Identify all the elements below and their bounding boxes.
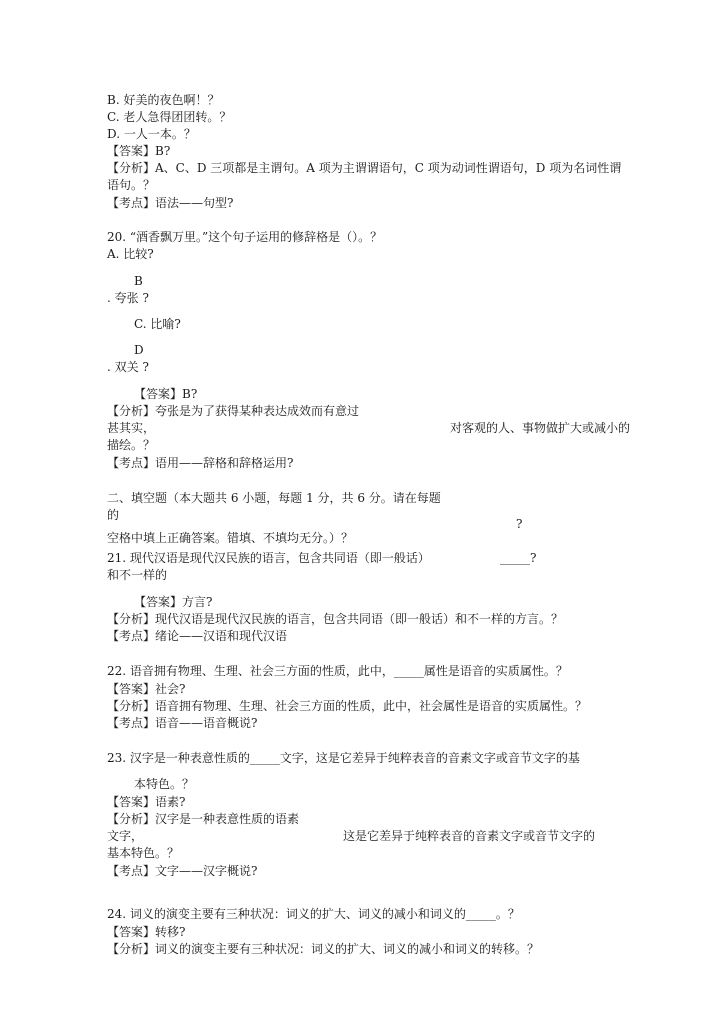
q20-analysis-line-3: 描绘。？	[107, 438, 156, 452]
q19-option-b: B. 好美的夜色啊！？	[107, 93, 220, 107]
q19-analysis-line-2: 语句。？	[107, 178, 156, 192]
q23-analysis-line-2b: 这是它差异于纯粹表音的音素文字或音节文字的	[343, 829, 596, 843]
q20-analysis-line-1: 【分析】夸张是为了获得某种表达成效而有意过	[107, 404, 360, 418]
q23-question-line-2: 本特色。？	[134, 777, 195, 791]
q23-question-line-1: 23. 汉字是一种表意性质的_____文字，这是它差异于纯粹表音的音素文字或音节文字的基	[107, 751, 580, 765]
section-2-heading-line-2b: ?	[516, 517, 523, 531]
q23-point: 【考点】文字——汉字概说?	[107, 864, 258, 878]
section-2-heading-line-3: 空格中填上正确答案。错填、不填均无分。）？	[107, 531, 354, 545]
q24-question: 24. 词义的演变主要有三种状况：词义的扩大、词义的减小和词义的_____。？	[107, 907, 520, 921]
q21-point: 【考点】绪论——汉语和现代汉语	[107, 629, 288, 643]
q19-analysis-line-1: 【分析】A、C、D 三项都是主谓句。A 项为主谓谓语句，C 项为动词性谓语句，D 项为名词性谓	[107, 161, 622, 175]
q22-analysis: 【分析】语音拥有物理、生理、社会三方面的性质，此中，社会属性是语音的实质属性。？	[107, 699, 588, 713]
q20-analysis-line-2a: 甚其实，	[107, 421, 156, 435]
q23-analysis-line-1: 【分析】汉字是一种表意性质的语素	[107, 812, 300, 826]
q22-question: 22. 语音拥有物理、生理、社会三方面的性质，此中，_____属性是语音的实质属性。？	[107, 664, 568, 678]
section-2-heading-line-2a: 的	[107, 508, 120, 522]
q20-analysis-line-2b: 对客观的人、事物做扩大或减小的	[450, 421, 631, 435]
q20-answer: 【答案】B?	[134, 387, 198, 401]
q21-answer: 【答案】方言?	[134, 595, 213, 609]
q23-answer: 【答案】语素?	[107, 795, 186, 809]
q23-analysis-line-3: 基本特色。？	[107, 846, 180, 860]
q24-analysis: 【分析】词义的演变主要有三种状况：词义的扩大、词义的减小和词义的转移。？	[107, 942, 540, 956]
q24-answer: 【答案】转移?	[107, 925, 186, 939]
q21-question-part-a: 21. 现代汉语是现代汉民族的语言，包含共同语（即一般话）	[107, 551, 430, 565]
q19-point: 【考点】语法——句型?	[107, 196, 234, 210]
q20-option-b-letter: B	[134, 274, 143, 288]
q22-answer: 【答案】社会?	[107, 682, 186, 696]
q19-option-c: C. 老人急得团团转。？	[107, 110, 232, 124]
q20-point: 【考点】语用——辞格和辞格运用?	[107, 456, 294, 470]
q21-question-line-2: 和不一样的	[107, 568, 168, 582]
q21-analysis: 【分析】现代汉语是现代汉民族的语言，包含共同语（即一般话）和不一样的方言。？	[107, 612, 564, 626]
section-2-heading-line-1: 二、填空题（本大题共 6 小题，每题 1 分，共 6 分。请在每题	[107, 491, 441, 505]
q22-point: 【考点】语音——语音概说?	[107, 716, 258, 730]
q19-answer: 【答案】B?	[107, 144, 171, 158]
q21-question-blank: _____?	[500, 551, 537, 565]
q19-option-d: D. 一人一本。？	[107, 127, 196, 141]
q20-option-d-letter: D	[134, 343, 144, 357]
q20-option-a: A. 比较?	[107, 247, 154, 261]
q20-option-c: C. 比喻?	[134, 317, 181, 331]
q20-option-b-text: . 夸张 ?	[107, 291, 149, 305]
q23-analysis-line-2a: 文字，	[107, 829, 144, 843]
q20-question: 20. “酒香飘万里。”这个句子运用的修辞格是（）。？	[107, 230, 383, 244]
q20-option-d-text: . 双关 ?	[107, 360, 149, 374]
